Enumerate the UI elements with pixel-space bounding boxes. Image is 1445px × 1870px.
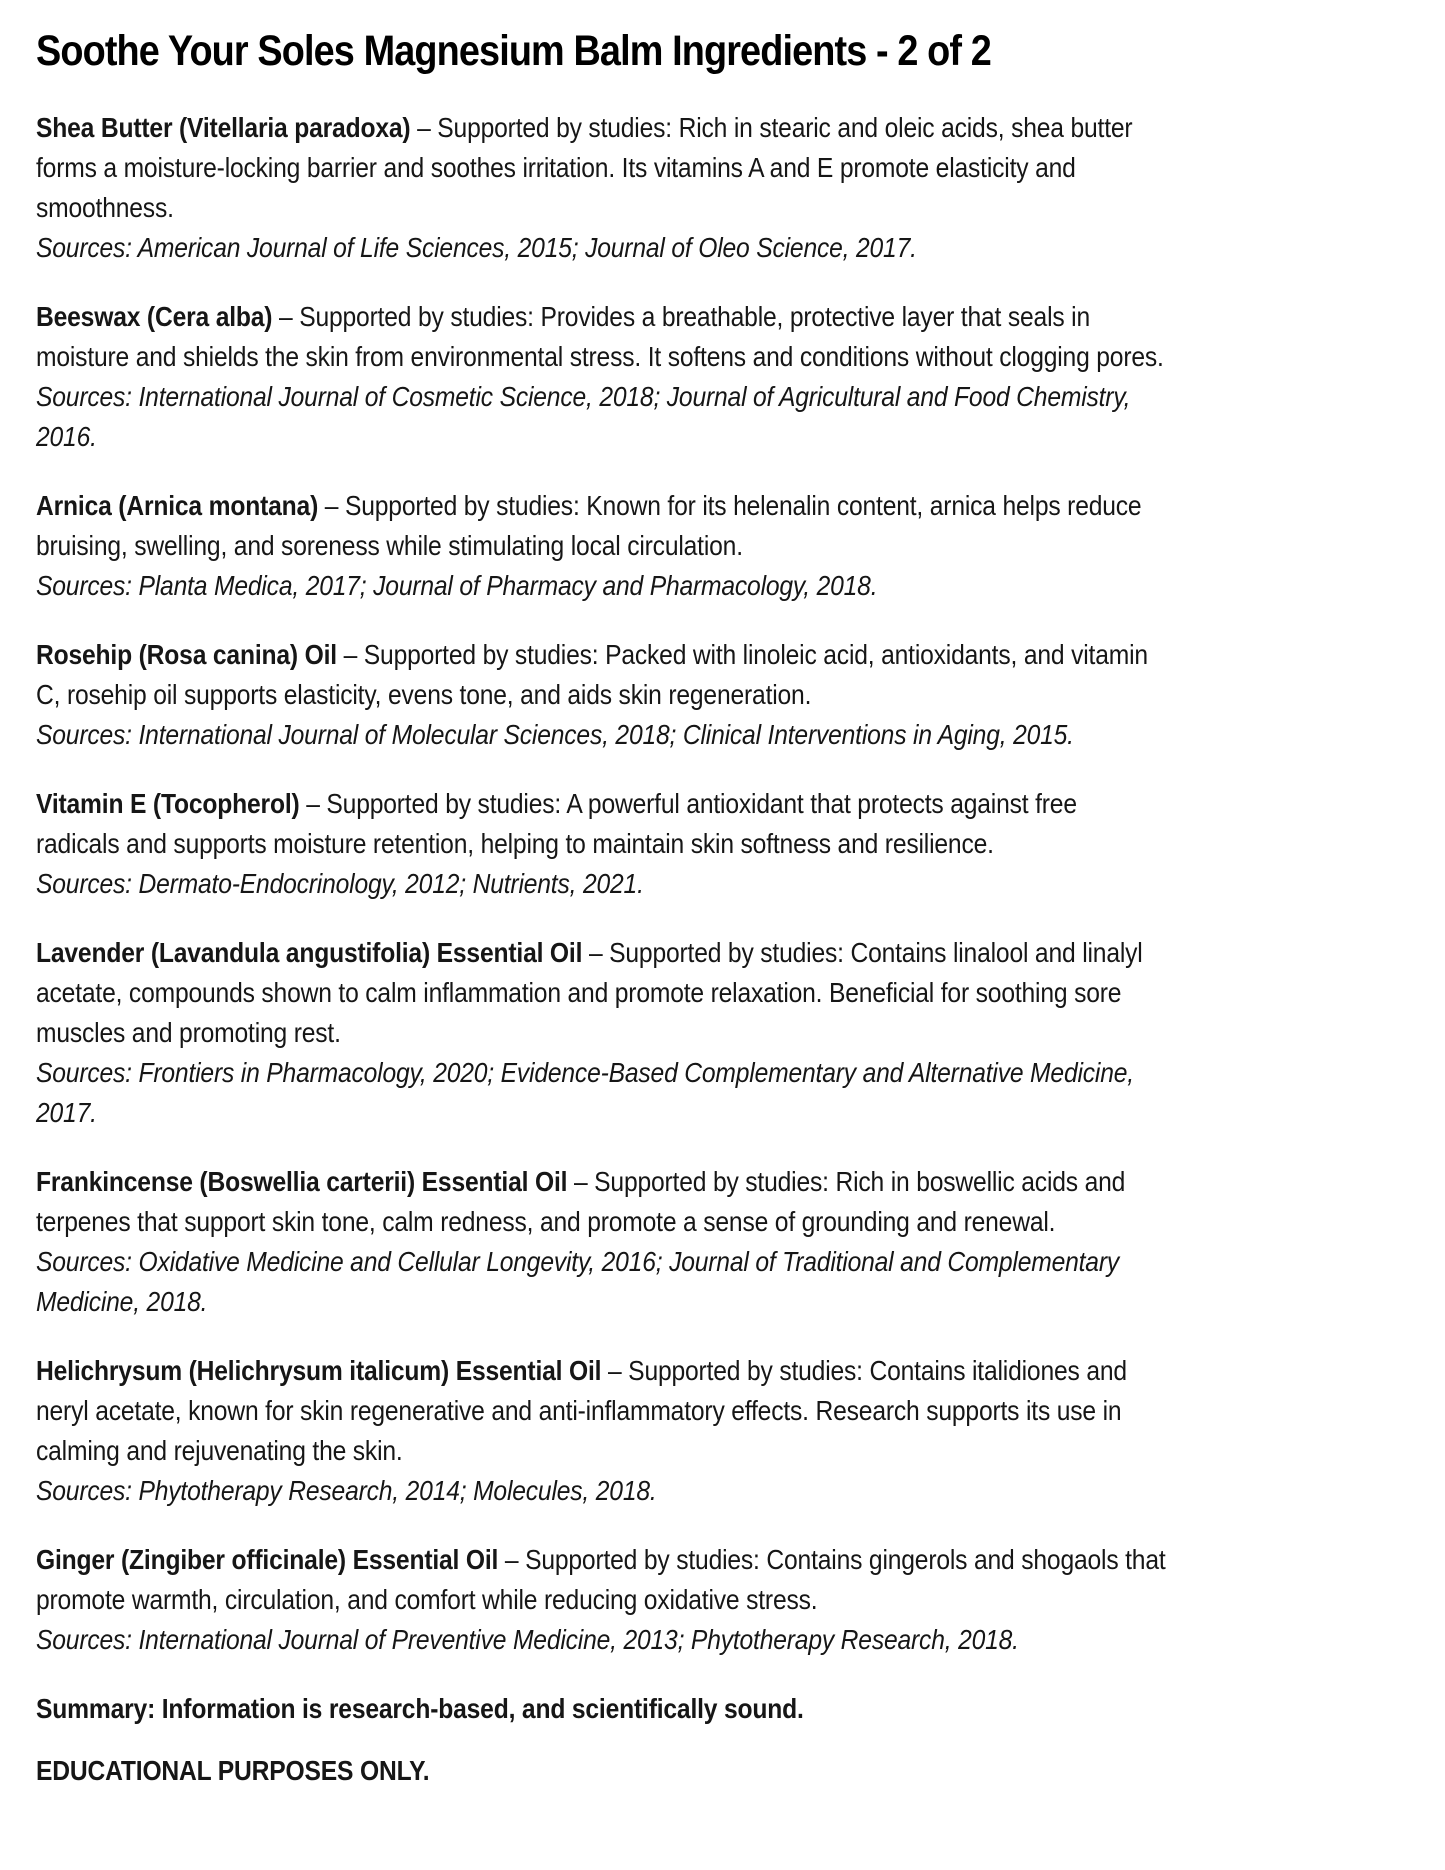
ingredient-description (36, 933, 1166, 1053)
ingredient-description (36, 1540, 1166, 1620)
ingredient-block (36, 1540, 1166, 1660)
ingredient-name: Helichrysum (Helichrysum italicum) Essential Oil (36, 1355, 602, 1386)
ingredient-list (36, 108, 1166, 1660)
ingredient-block (36, 108, 1166, 268)
ingredient-name: Shea Butter (Vitellaria paradoxa) (36, 112, 411, 143)
ingredient-sources: Sources: Frontiers in Pharmacology, 2020; Evidence-Based Complementary and Alternative Medicine, 2017. (36, 1057, 1134, 1128)
ingredient-sources: Sources: Planta Medica, 2017; Journal of Pharmacy and Pharmacology, 2018. (36, 570, 878, 601)
ingredient-name: Vitamin E (Tocopherol) (36, 788, 300, 819)
ingredient-sources: Sources: Dermato-Endocrinology, 2012; Nutrients, 2021. (36, 868, 644, 899)
summary-line: Summary: Information is research-based, and scientifically sound. (36, 1693, 804, 1724)
ingredient-block (36, 784, 1166, 904)
ingredient-claim-text: – Supported by studies: Contains gingerols and shogaols that promote warmth, circulation, and comfort while reducing oxidative stress. (36, 1544, 1166, 1615)
page-title: Soothe Your Soles Magnesium Balm Ingredients - 2 of 2 (36, 27, 991, 75)
ingredient-claim-text: – Supported by studies: Packed with linoleic acid, antioxidants, and vitamin C, rosehip oil supports elasticity, evens tone, and aids skin regeneration. (36, 639, 1148, 710)
ingredient-name: Rosehip (Rosa canina) Oil (36, 639, 337, 670)
ingredient-block (36, 486, 1166, 606)
ingredient-claim-text: – Supported by studies: Rich in boswellic acids and terpenes that support skin tone, calm redness, and promote a sense of grounding and renewal. (36, 1166, 1126, 1237)
ingredient-claim-text: – Supported by studies: Contains italidiones and neryl acetate, known for skin regenerative and anti-inflammatory effects. Research supports its use in calming and rejuvenating the skin. (36, 1355, 1127, 1466)
ingredient-sources: Sources: International Journal of Molecular Sciences, 2018; Clinical Interventions in Aging, 2015. (36, 719, 1074, 750)
ingredient-description (36, 486, 1166, 566)
ingredient-sources: Sources: International Journal of Cosmetic Science, 2018; Journal of Agricultural and Food Chemistry, 2016. (36, 381, 1131, 452)
ingredient-description (36, 1162, 1166, 1242)
educational-disclaimer: EDUCATIONAL PURPOSES ONLY. (36, 1755, 430, 1786)
ingredient-block (36, 1162, 1166, 1322)
ingredient-claim-text: – Supported by studies: A powerful antioxidant that protects against free radicals and supports moisture retention, helping to maintain skin softness and resilience. (36, 788, 1077, 859)
ingredient-name: Beeswax (Cera alba) (36, 301, 273, 332)
ingredient-block (36, 1351, 1166, 1511)
ingredient-claim-text: – Supported by studies: Provides a breathable, protective layer that seals in moisture and shields the skin from environmental stress. It softens and conditions without clogging pores. (36, 301, 1164, 372)
ingredient-sources: Sources: International Journal of Preventive Medicine, 2013; Phytotherapy Research, 2018. (36, 1624, 1019, 1655)
ingredient-description (36, 108, 1166, 228)
ingredient-name: Ginger (Zingiber officinale) Essential Oil (36, 1544, 499, 1575)
ingredient-claim-text: – Supported by studies: Rich in stearic and oleic acids, shea butter forms a moisture-locking barrier and soothes irritation. Its vitamins A and E promote elasticity and smoothness. (36, 112, 1133, 223)
ingredient-description (36, 784, 1166, 864)
ingredient-name: Lavender (Lavandula angustifolia) Essential Oil (36, 937, 583, 968)
ingredient-description (36, 635, 1166, 715)
ingredient-sources: Sources: Phytotherapy Research, 2014; Molecules, 2018. (36, 1475, 657, 1506)
ingredient-sources: Sources: American Journal of Life Sciences, 2015; Journal of Oleo Science, 2017. (36, 232, 917, 263)
ingredient-block (36, 635, 1166, 755)
ingredient-name: Arnica (Arnica montana) (36, 490, 319, 521)
ingredient-sources: Sources: Oxidative Medicine and Cellular Longevity, 2016; Journal of Traditional and Complementary Medicine, 2018. (36, 1246, 1120, 1317)
ingredient-claim-text: – Supported by studies: Contains linalool and linalyl acetate, compounds shown to calm inflammation and promote relaxation. Beneficial for soothing sore muscles and promoting rest. (36, 937, 1143, 1048)
ingredient-claim-text: – Supported by studies: Known for its helenalin content, arnica helps reduce bruising, swelling, and soreness while stimulating local circulation. (36, 490, 1142, 561)
ingredient-description (36, 1351, 1166, 1471)
ingredient-name: Frankincense (Boswellia carterii) Essential Oil (36, 1166, 568, 1197)
document-body (36, 26, 1166, 1791)
ingredient-description (36, 297, 1166, 377)
ingredient-block (36, 297, 1166, 457)
ingredient-block (36, 933, 1166, 1133)
